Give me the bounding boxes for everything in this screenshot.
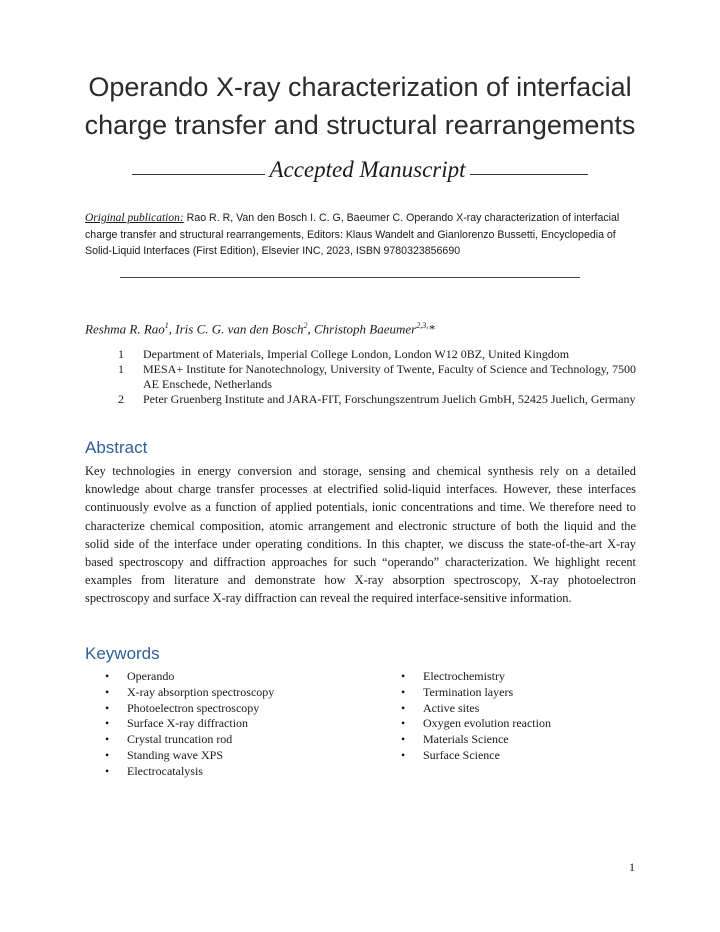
abstract-text: Key technologies in energy conversion and storage, sensing and chemical synthesis rely on a detailed knowledge about charge transfer processes at electrified solid-liquid interfaces. However, these interfaces continuously evolve as a function of applied potentials, ionic concentrations and time. We therefore need to characterize chemical composition, atomic arrangement and electronic structure of both the liquid and the solid side of the interface under operating conditions. In this chapter, we discuss the state-of-the-art X-ray based spectroscopy and diffraction approaches for such “operando” characterization. We highlight recent examples from literature and demonstrate how X-ray absorption spectroscopy, X-ray photoelectron spectroscopy and surface X-ray diffraction can reveal the required interface-sensitive information. — [85, 464, 636, 606]
author-affiliation-marker: 1 — [164, 321, 169, 330]
publication-text: Rao R. R, Van den Bosch I. C. G, Baeumer C. Operando X-ray characterization of interfacial charge transfer and structural rearrangements, Editors: Klaus Wandelt and Gianlorenzo Bussetti, Encyclopedia of Solid-Liquid Interfaces (First Edition), Elsevier INC, 2023, ISBN 9780323856690 — [85, 212, 620, 257]
affiliation-text: Peter Gruenberg Institute and JARA-FIT, Forschungszentrum Juelich GmbH, 52425 Juelich, Germany — [143, 392, 636, 406]
keyword-item: • Surface Science — [401, 748, 661, 764]
author-affiliation-marker: 2,3, — [416, 321, 429, 330]
keyword-item: • X-ray absorption spectroscopy — [105, 685, 365, 701]
abstract-heading: Abstract — [85, 438, 148, 457]
keyword-item: • Materials Science — [401, 732, 661, 748]
banner-rule-right — [470, 174, 588, 175]
author-affiliation-marker: 2 — [303, 321, 308, 330]
original-publication-note — [85, 210, 640, 260]
keyword-item: • Crystal truncation rod — [105, 732, 365, 748]
author-name: Iris C. G. van den Bosch — [175, 321, 304, 337]
affiliation-item — [118, 347, 636, 362]
accepted-manuscript-banner — [40, 155, 680, 185]
keyword-item: • Oxygen evolution reaction — [401, 716, 661, 732]
keywords-heading: Keywords — [85, 644, 160, 663]
author-separator: , — [307, 321, 314, 337]
affiliation-text: MESA+ Institute for Nanotechnology, University of Twente, Faculty of Science and Technology, 7500 AE Enschede, Netherlands — [143, 362, 636, 391]
title-line-1: Operando X-ray characterization of interfacial — [88, 72, 632, 102]
keyword-item: • Standing wave XPS — [105, 748, 365, 764]
keyword-item: • Termination layers — [401, 685, 661, 701]
banner-rule-left — [132, 174, 265, 175]
banner-text: Accepted Manuscript — [269, 157, 466, 182]
section-divider — [120, 277, 580, 278]
keyword-item: • Active sites — [401, 701, 661, 717]
page-number: 1 — [629, 860, 635, 874]
author-name: Christoph Baeumer — [313, 321, 417, 337]
affiliation-item — [118, 392, 636, 407]
publication-label: Original publication: — [85, 212, 184, 224]
keywords-list-left — [105, 669, 365, 780]
author-name: Reshma R. Rao — [85, 321, 165, 337]
keyword-item: • Electrocatalysis — [105, 764, 365, 780]
keyword-item: • Photoelectron spectroscopy — [105, 701, 365, 717]
keyword-item: • Surface X-ray diffraction — [105, 716, 365, 732]
author-list — [85, 317, 435, 338]
affiliation-item — [118, 362, 636, 392]
paper-title — [40, 68, 680, 144]
author-separator: , — [168, 321, 176, 337]
affiliation-text: Department of Materials, Imperial College London, London W12 0BZ, United Kingdom — [143, 347, 570, 361]
keywords-list-right — [401, 669, 661, 764]
corresponding-author-marker: * — [428, 321, 435, 337]
title-line-2: charge transfer and structural rearrangements — [84, 110, 636, 140]
keyword-item: • Electrochemistry — [401, 669, 661, 685]
affiliation-number: 1 — [118, 347, 124, 361]
affiliation-number: 1 — [118, 362, 124, 376]
affiliation-list — [118, 347, 636, 407]
keyword-item: • Operando — [105, 669, 365, 685]
affiliation-number: 2 — [118, 392, 124, 406]
